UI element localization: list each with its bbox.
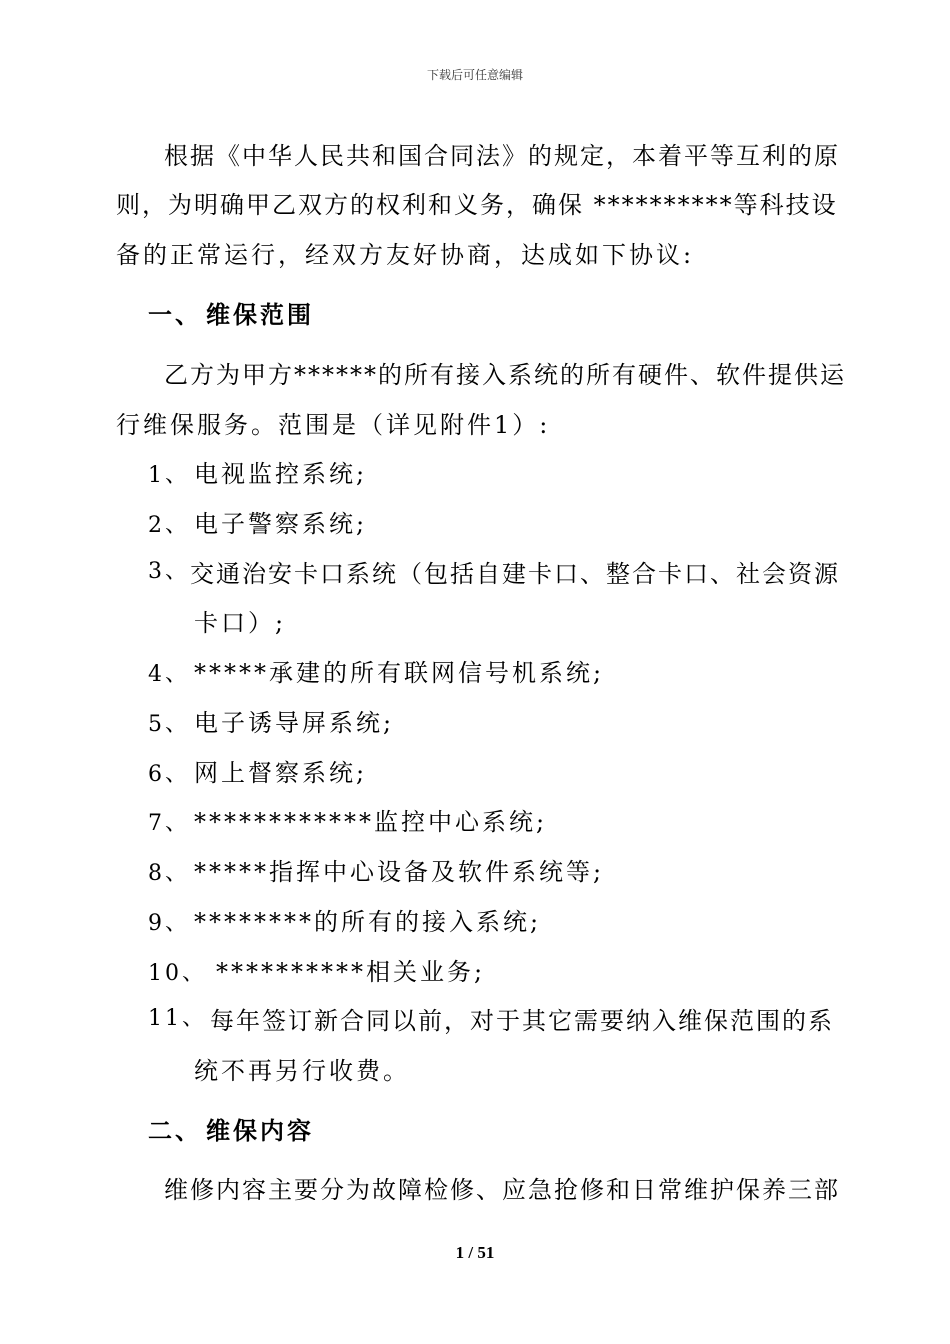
list-item-text: *****承建的所有联网信号机系统; [194,659,605,687]
list-item-text: *****指挥中心设备及软件系统等; [194,858,605,886]
section-1-para-line-2: 行维保服务。范围是（详见附件1）: [116,411,551,439]
list-item-number: 4、 [148,662,190,687]
list-item-text: 网上督察系统; [194,759,368,787]
list-item-continuation: 统不再另行收费。 [194,1057,410,1085]
list-item-number: 6、 [148,762,190,787]
section-2-heading [148,1111,314,1146]
list-item [148,1001,834,1036]
section-2-para-line-1: 维修内容主要分为故障检修、应急抢修和日常维护保养三部 [164,1176,840,1204]
list-item-text: 电子警察系统; [194,510,368,538]
list-item [148,504,367,539]
list-item-text: 电视监控系统; [194,460,368,488]
list-item [148,554,840,589]
list-item-text: 交通治安卡口系统（包括自建卡口、整合卡口、社会资源 [190,560,840,588]
section-1-para-line-1: 乙方为甲方******的所有接入系统的所有硬件、软件提供运 [164,361,846,389]
list-item-number: 1、 [148,463,190,488]
list-item-number: 10、 [148,961,207,986]
list-item [148,902,541,937]
list-item [148,852,604,887]
page-number: 1 / 51 [455,1243,495,1262]
list-item-number: 8、 [148,861,190,886]
list-item-text: 电子诱导屏系统; [194,709,395,737]
section-2-title: 维保内容 [206,1116,314,1145]
section-2-number: 二、 [148,1116,202,1145]
list-item [148,952,485,987]
list-item-number: 3、 [148,559,190,584]
list-item-text: ********的所有的接入系统; [194,908,542,936]
list-item-number: 5、 [148,712,190,737]
header-note: 下载后可任意编辑 [426,68,523,82]
list-item-number: 11、 [148,1006,207,1031]
list-item [148,753,367,788]
intro-line-1: 根据《中华人民共和国合同法》的规定，本着平等互利的原 [164,142,840,170]
list-item [148,653,604,688]
intro-line-3: 备的正常运行，经双方友好协商，达成如下协议: [116,241,695,269]
section-1-title: 维保范围 [206,300,314,329]
list-item-number: 2、 [148,513,190,538]
intro-line-2: 则，为明确甲乙双方的权利和义务，确保 **********等科技设 [116,191,838,219]
list-item-text: 每年签订新合同以前，对于其它需要纳入维保范围的系 [210,1007,834,1035]
list-item-number: 9、 [148,911,190,936]
section-1-heading [148,295,314,330]
list-item-number: 7、 [148,811,190,836]
list-item-continuation: 卡口）; [194,609,287,637]
section-1-number: 一、 [148,300,202,329]
list-item [148,454,367,489]
list-item-text: **********相关业务; [216,958,486,986]
list-item [148,802,547,837]
list-item [148,703,394,738]
list-item-text: ************监控中心系统; [194,808,548,836]
